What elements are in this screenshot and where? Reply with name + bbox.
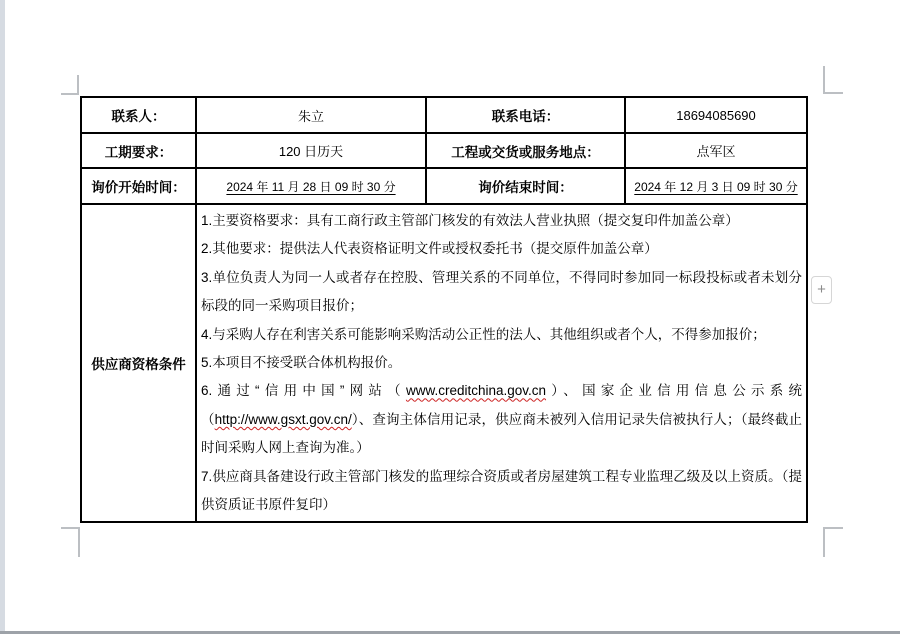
requirement-6-text: ）、国家企业信用信息公示系统（	[201, 383, 803, 427]
duration-value: 120 日历天	[196, 133, 426, 168]
requirement-6-text: 6.通过“信用中国”网站（	[201, 383, 406, 399]
contact-person-value: 朱立	[196, 97, 426, 133]
margin-crop-mark-top-right	[823, 66, 843, 94]
requirement-5: 5.本项目不接受联合体机构报价。	[201, 355, 402, 371]
duration-label: 工期要求：	[81, 133, 196, 168]
delivery-place-value: 点军区	[625, 133, 807, 168]
table-row-qualification	[81, 204, 807, 522]
contact-phone-label: 联系电话：	[426, 97, 625, 133]
margin-crop-mark-bottom-right	[823, 527, 843, 557]
requirement-6-text: ）、查询主体信用记录，供应商未被列入信用记录失信被执行人；（最终截止时间采购人网上查询为准。）	[201, 411, 803, 456]
inquiry-info-table	[80, 96, 808, 523]
creditchina-url: www.creditchina.gov.cn	[405, 383, 547, 399]
contact-person-label: 联系人：	[81, 97, 196, 133]
margin-crop-mark-top-left	[61, 75, 79, 95]
table-row-duration	[81, 133, 807, 168]
inquiry-end-label: 询价结束时间：	[426, 168, 625, 204]
requirement-2: 2.其他要求：提供法人代表资格证明文件或授权委托书（提交原件加盖公章）	[201, 241, 658, 257]
gsxt-url: http://www.gsxt.gov.cn/	[214, 411, 352, 427]
inquiry-end-datetime: 2024 年 12 月 3 日 09 时 30 分	[634, 179, 798, 194]
qualification-content	[196, 204, 807, 522]
inquiry-start-value	[196, 168, 426, 204]
inquiry-start-datetime: 2024 年 11 月 28 日 09 时 30 分	[226, 179, 396, 194]
requirement-7: 7.供应商具备建设行政主管部门核发的监理综合资质或者房屋建筑工程专业监理乙级及以上资质。（提供资质证书原件复印）	[201, 468, 802, 513]
delivery-place-label: 工程或交货或服务地点：	[426, 133, 625, 168]
qualification-label: 供应商资格条件	[81, 204, 196, 522]
margin-crop-mark-bottom-left	[61, 527, 80, 557]
inquiry-start-label: 询价开始时间：	[81, 168, 196, 204]
add-annotation-button[interactable]: +	[811, 276, 832, 304]
table-row-inquiry-time	[81, 168, 807, 204]
contact-phone-value: 18694085690	[625, 97, 807, 133]
requirement-3: 3.单位负责人为同一人或者存在控股、管理关系的不同单位，不得同时参加同一标段投标或者未划分标段的同一采购项目报价；	[201, 269, 802, 314]
window-left-edge	[0, 0, 5, 634]
table-row-contact	[81, 97, 807, 133]
requirement-6	[201, 377, 802, 462]
requirement-4: 4.与采购人存在利害关系可能影响采购活动公正性的法人、其他组织或者个人，不得参加报价；	[201, 326, 766, 342]
inquiry-end-value	[625, 168, 807, 204]
requirement-1: 1.主要资格要求：具有工商行政主管部门核发的有效法人营业执照（提交复印件加盖公章）	[201, 213, 739, 228]
